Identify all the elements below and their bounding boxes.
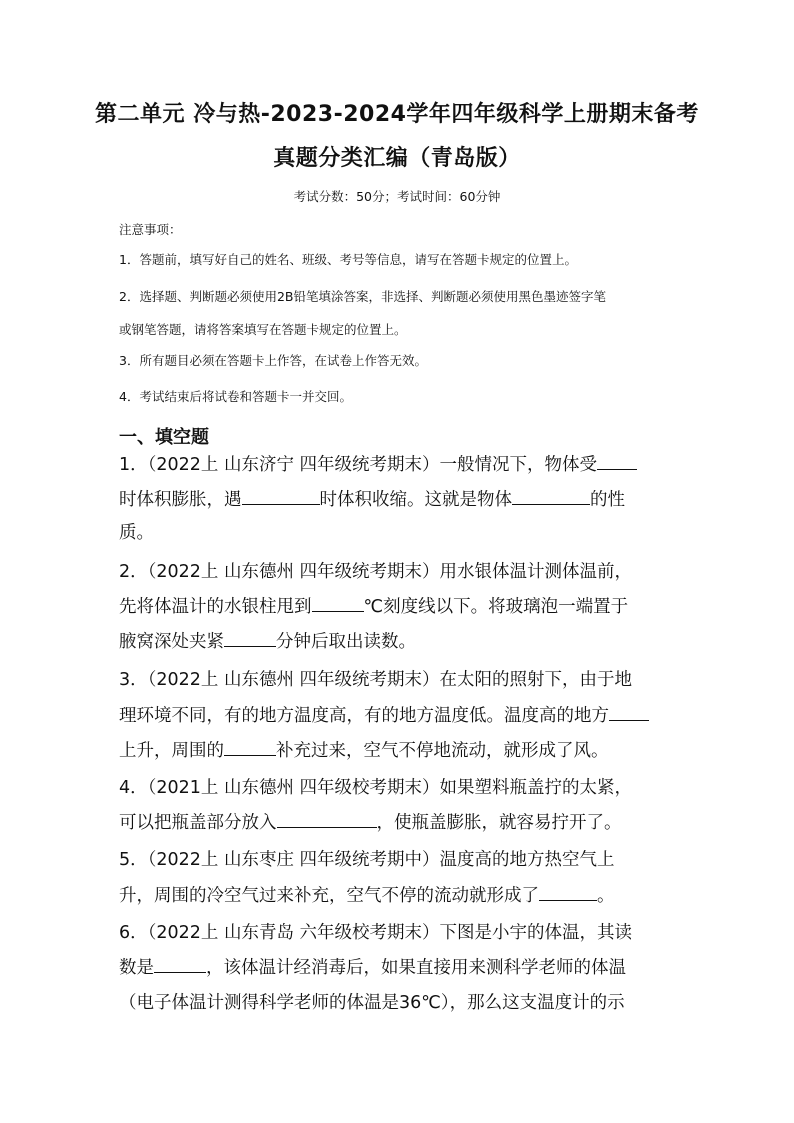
question-3-line	[119, 666, 632, 691]
question-text: 时体积膨胀，遇	[119, 490, 242, 510]
exam-info: 考试分数：50分；考试时间：60分钟	[293, 189, 501, 204]
question-1-line	[119, 519, 154, 544]
question-3-line	[119, 702, 649, 727]
question-6-line	[119, 954, 626, 979]
notice-item: 1．答题前，填写好自己的姓名、班级、考号等信息，请写在答题卡规定的位置上。	[119, 252, 577, 267]
answer-blank[interactable]	[539, 882, 597, 901]
question-text: ，使瓶盖膨胀，就容易拧开了。	[376, 813, 622, 833]
question-text: 补充过来，空气不停地流动，就形成了风。	[276, 741, 609, 761]
question-5-line	[119, 846, 615, 871]
question-text: 上升，周围的	[119, 741, 224, 761]
question-2-line	[119, 593, 628, 618]
question-4-line	[119, 774, 632, 799]
answer-blank[interactable]	[224, 737, 276, 756]
question-3-line	[119, 737, 609, 762]
question-text: 腋窝深处夹紧	[119, 632, 224, 652]
question-text: 理环境不同，有的地方温度高，有的地方温度低。温度高的地方	[119, 706, 609, 726]
answer-blank[interactable]	[277, 809, 377, 828]
question-2-line	[119, 558, 632, 583]
answer-blank[interactable]	[312, 593, 364, 612]
question-5-line	[119, 882, 615, 907]
question-text: 可以把瓶盖部分放入	[119, 813, 277, 833]
question-text: 4．（2021上 山东德州 四年级校考期末）如果塑料瓶盖拧的太紧，	[119, 778, 633, 798]
answer-blank[interactable]	[609, 702, 649, 721]
notice-item: 或钢笔答题，请将答案填写在答题卡规定的位置上。	[119, 322, 407, 337]
question-1-line	[119, 451, 637, 476]
question-text: 。	[597, 886, 615, 906]
notice-item: 2．选择题、判断题必须使用2B铅笔填涂答案，非选择、判断题必须使用黑色墨迹签字笔	[119, 289, 606, 304]
question-text: 的性	[590, 490, 625, 510]
question-text: 6．（2022上 山东青岛 六年级校考期末）下图是小宇的体温，其读	[119, 923, 633, 943]
question-text: （电子体温计测得科学老师的体温是36℃），那么这支温度计的示	[119, 993, 625, 1013]
answer-blank[interactable]	[512, 486, 590, 505]
answer-blank[interactable]	[242, 486, 320, 505]
question-text: 时体积收缩。这就是物体	[319, 490, 512, 510]
question-text: 先将体温计的水银柱甩到	[119, 597, 312, 617]
question-text: 1．（2022上 山东济宁 四年级统考期末）一般情况下，物体受	[119, 455, 598, 475]
question-text: ℃刻度线以下。将玻璃泡一端置于	[363, 597, 629, 617]
question-text: 5．（2022上 山东枣庄 四年级统考期中）温度高的地方热空气上	[119, 850, 615, 870]
question-text: 3．（2022上 山东德州 四年级统考期末）在太阳的照射下，由于地	[119, 670, 633, 690]
page-subtitle: 真题分类汇编（青岛版）	[273, 146, 521, 171]
question-text: 2．（2022上 山东德州 四年级统考期末）用水银体温计测体温前，	[119, 562, 633, 582]
question-text: 质。	[119, 523, 154, 543]
question-text: 数是	[119, 958, 154, 978]
notice-item: 3．所有题目必须在答题卡上作答，在试卷上作答无效。	[119, 353, 427, 368]
answer-blank[interactable]	[154, 954, 206, 973]
notice-heading: 注意事项：	[119, 222, 182, 237]
question-4-line	[119, 809, 622, 834]
question-6-line	[119, 989, 625, 1014]
question-1-line	[119, 486, 625, 511]
question-2-line	[119, 628, 416, 653]
section-heading: 一、填空题	[119, 427, 209, 448]
question-6-line	[119, 919, 632, 944]
answer-blank[interactable]	[224, 628, 276, 647]
page-title: 第二单元 冷与热-2023-2024学年四年级科学上册期末备考	[95, 102, 699, 127]
notice-item: 4．考试结束后将试卷和答题卡一并交回。	[119, 389, 352, 404]
answer-blank[interactable]	[597, 451, 637, 470]
question-text: ，该体温计经消毒后，如果直接用来测科学老师的体温	[206, 958, 626, 978]
question-text: 分钟后取出读数。	[276, 632, 416, 652]
question-text: 升，周围的冷空气过来补充，空气不停的流动就形成了	[119, 886, 539, 906]
